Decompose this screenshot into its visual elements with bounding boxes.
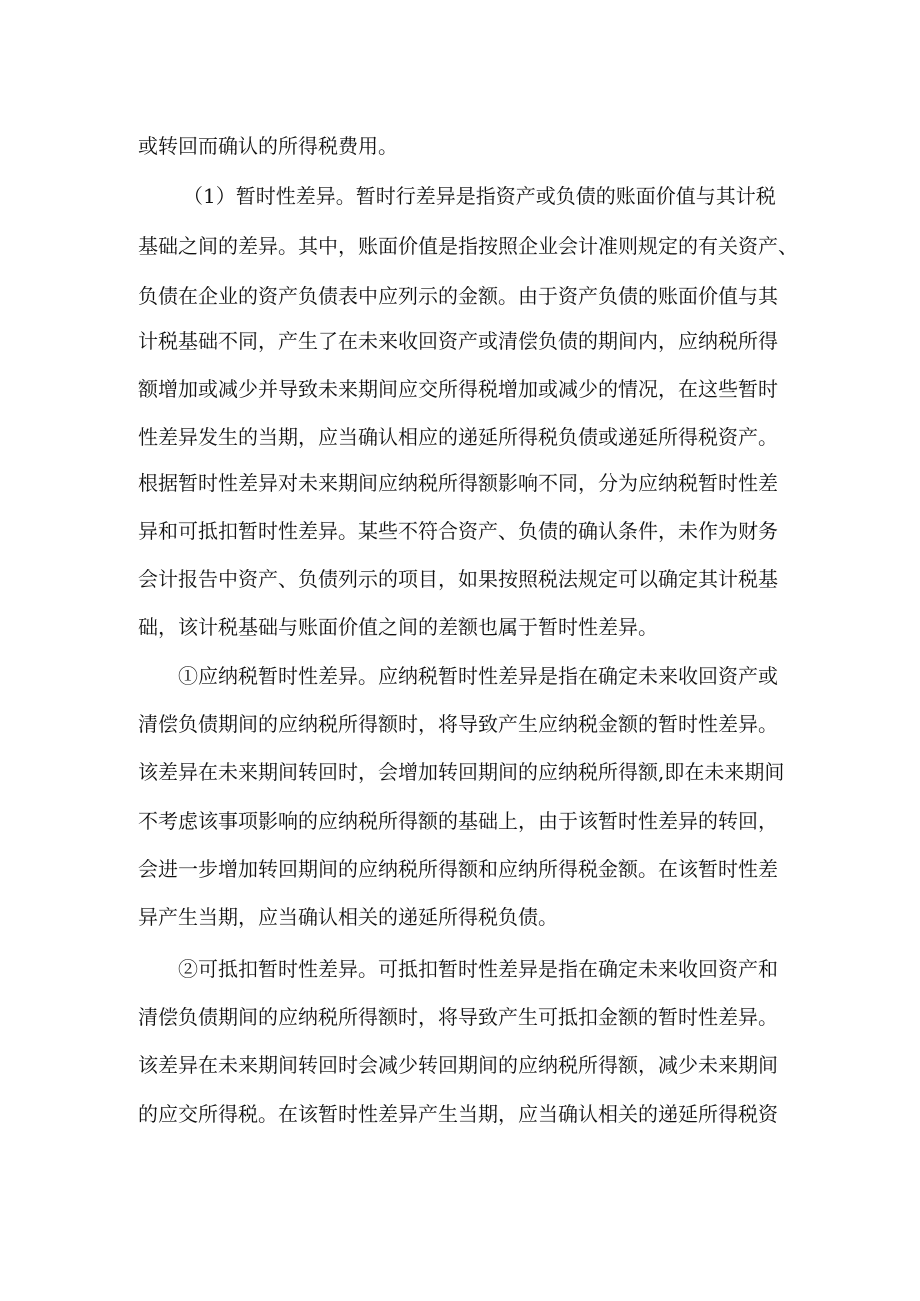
text-line: 性差异发生的当期，应当确认相应的递延所得税负债或递延所得税资产。 xyxy=(138,425,778,449)
text-line: ①应纳税暂时性差异。应纳税暂时性差异是指在确定未来收回资产或 xyxy=(178,664,778,688)
text-line: 额增加或减少并导致未来期间应交所得税增加或减少的情况，在这些暂时 xyxy=(138,377,778,401)
text-line: 或转回而确认的所得税费用。 xyxy=(138,134,398,158)
text-line: 会计报告中资产、负债列示的项目，如果按照税法规定可以确定其计税基 xyxy=(138,567,778,591)
text-line: 不考虑该事项影响的应纳税所得额的基础上，由于该暂时性差异的转回， xyxy=(138,809,778,833)
text-line: 根据暂时性差异对未来期间应纳税所得额影响不同，分为应纳税暂时性差 xyxy=(138,471,778,495)
text-line: 基础之间的差异。其中，账面价值是指按照企业会计准则规定的有关资产、 xyxy=(138,234,798,258)
text-line: 异产生当期，应当确认相关的递延所得税负债。 xyxy=(138,905,558,929)
text-line: 负债在企业的资产负债表中应列示的金额。由于资产负债的账面价值与其 xyxy=(138,284,778,308)
text-line: 清偿负债期间的应纳税所得额时，将导致产生应纳税金额的暂时性差异。 xyxy=(138,712,778,736)
text-line: 异和可抵扣暂时性差异。某些不符合资产、负债的确认条件，未作为财务 xyxy=(138,519,778,543)
text-line: ②可抵扣暂时性差异。可抵扣暂时性差异是指在确定未来收回资产和 xyxy=(178,957,778,981)
text-line: 础，该计税基础与账面价值之间的差额也属于暂时性差异。 xyxy=(138,615,658,639)
text-line: 的应交所得税。在该暂时性差异产生当期，应当确认相关的递延所得税资 xyxy=(138,1102,778,1126)
text-line: 会进一步增加转回期间的应纳税所得额和应纳所得税金额。在该暂时性差 xyxy=(138,857,778,881)
text-line: 计税基础不同，产生了在未来收回资产或清偿负债的期间内，应纳税所得 xyxy=(138,329,778,353)
text-line: 清偿负债期间的应纳税所得额时，将导致产生可抵扣金额的暂时性差异。 xyxy=(138,1005,778,1029)
text-line: 该差异在未来期间转回时会减少转回期间的应纳税所得额，减少未来期间 xyxy=(138,1053,778,1077)
text-line: （1）暂时性差异。暂时行差异是指资产或负债的账面价值与其计税 xyxy=(183,184,776,208)
text-line: 该差异在未来期间转回时，会增加转回期间的应纳税所得额,即在未来期间 xyxy=(138,760,785,784)
